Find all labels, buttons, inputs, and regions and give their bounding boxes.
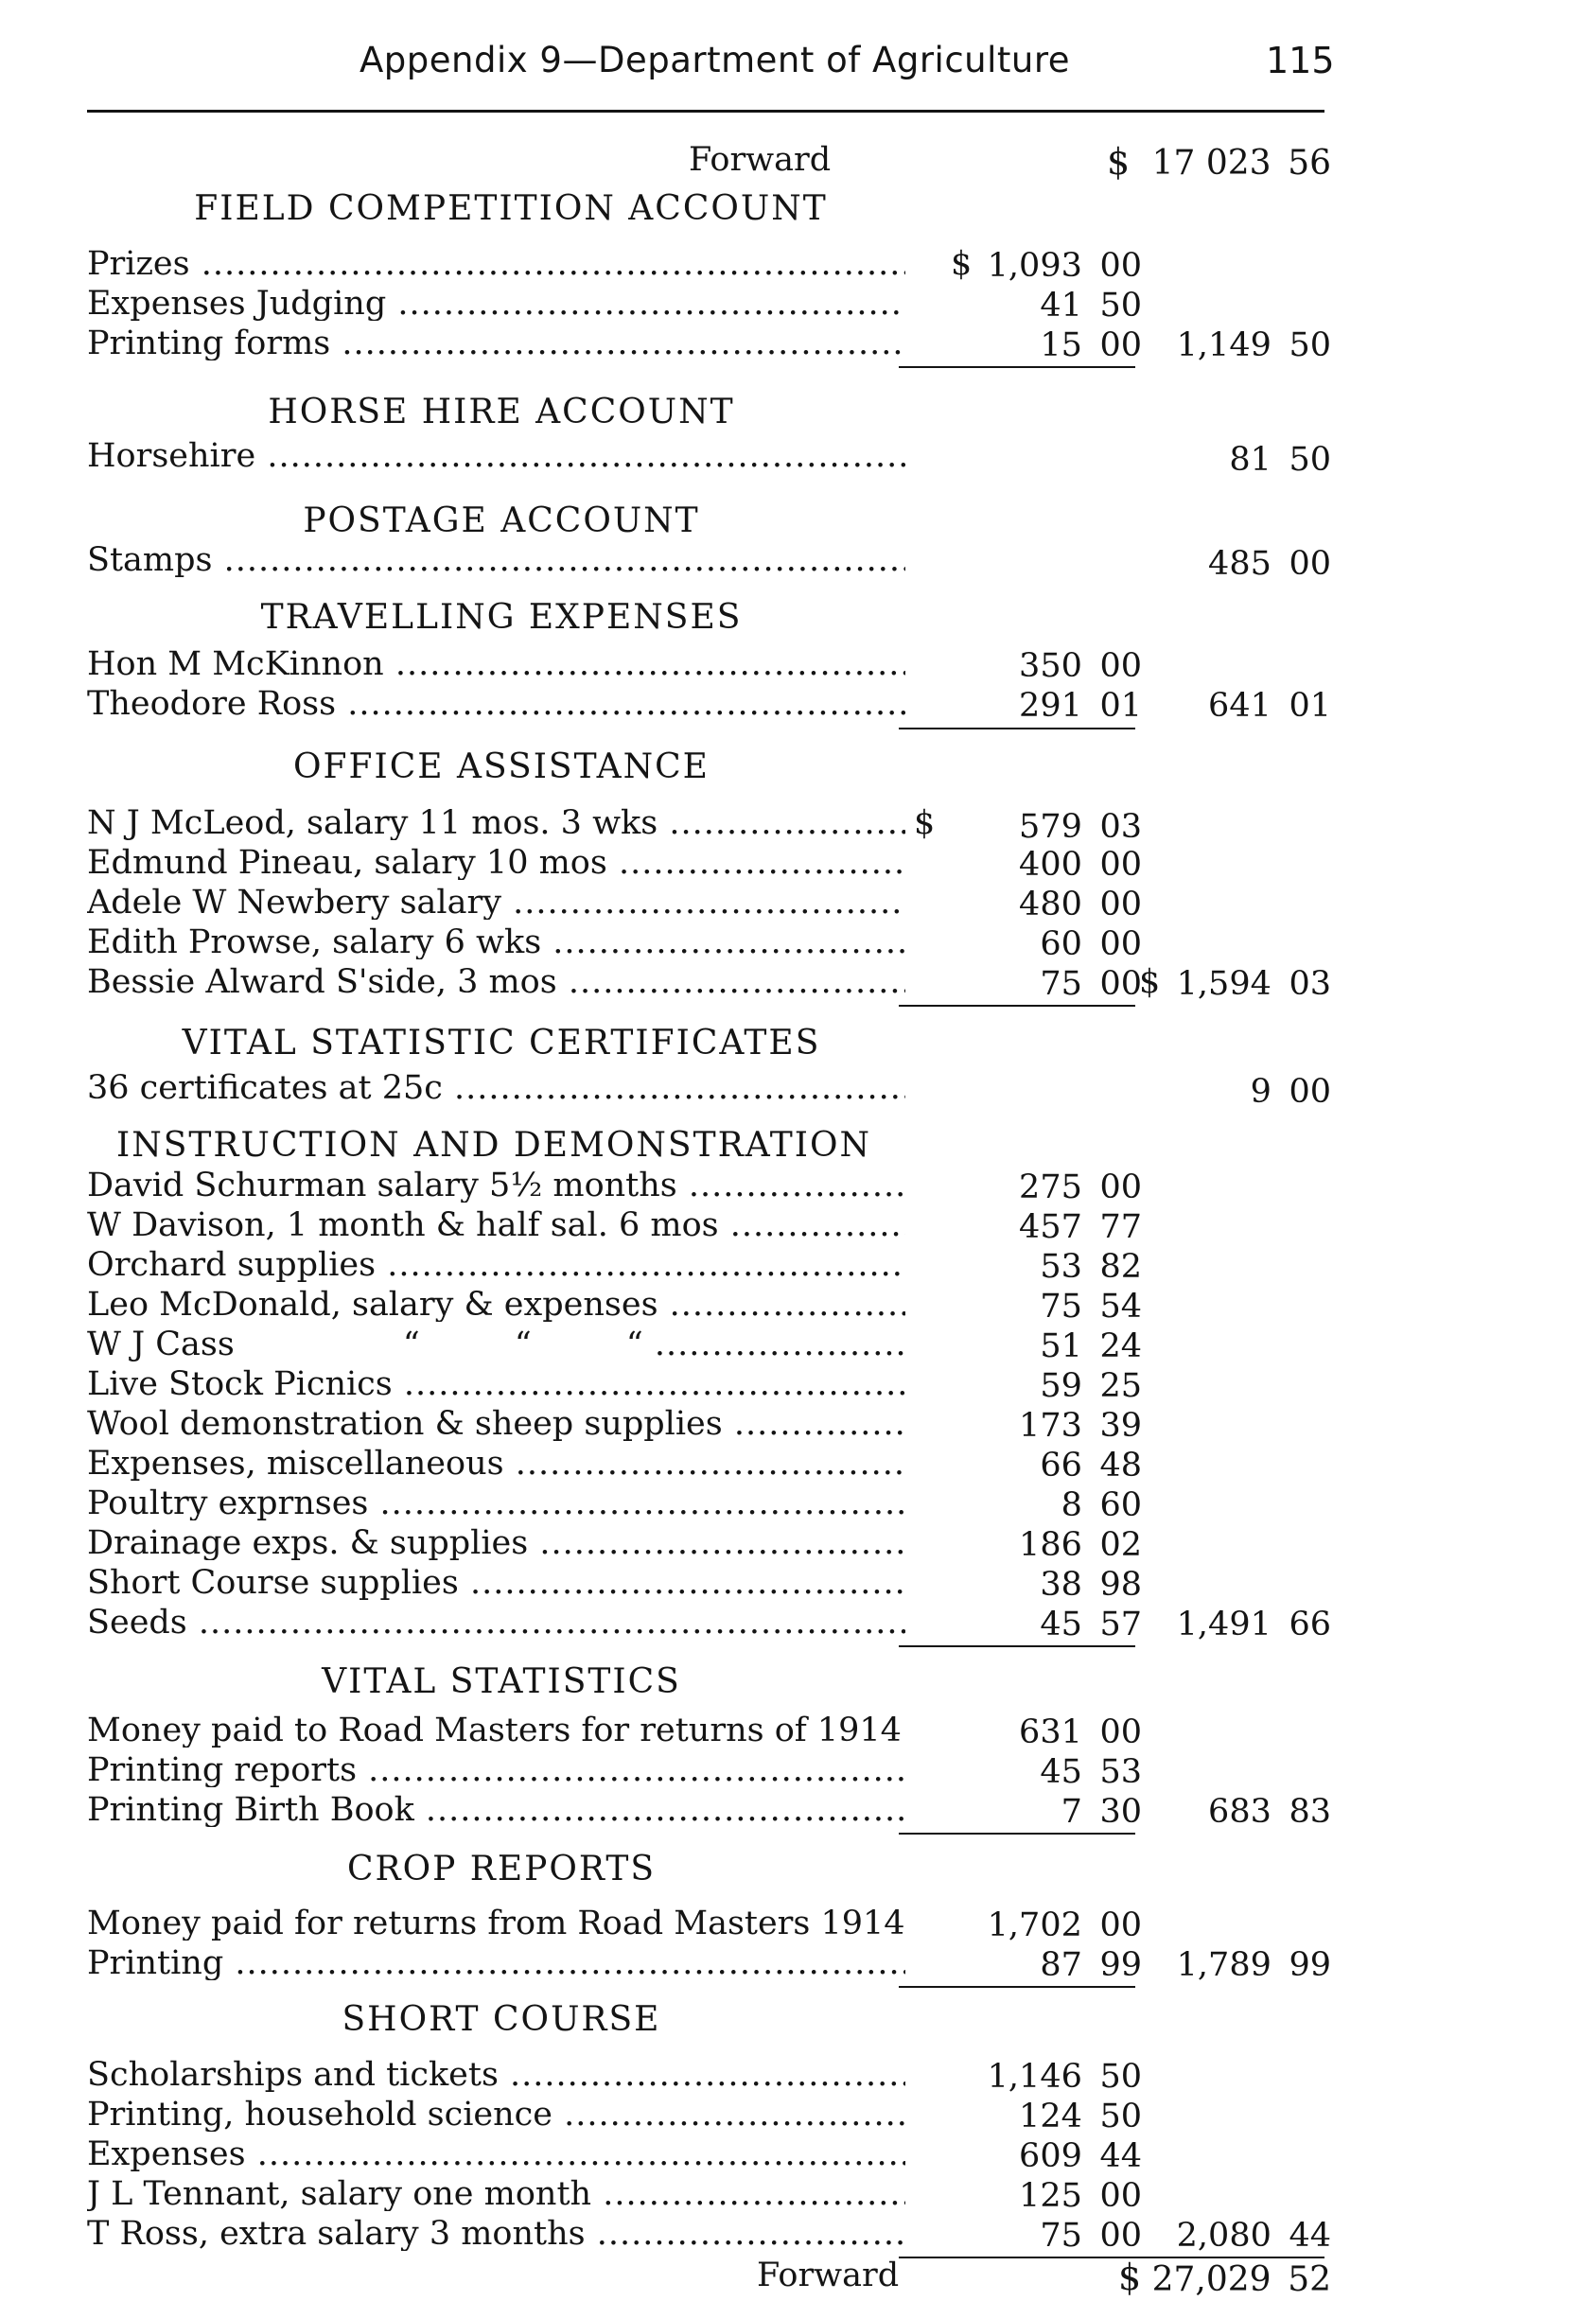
section-total: 641 01 <box>1208 687 1331 725</box>
line-item-label: Poultry exprnses ..... <box>87 1487 905 1520</box>
line-item-label: Printing Birth Book ..... <box>87 1794 905 1827</box>
dollar-sign: $ <box>914 804 936 842</box>
line-item-label: David Schurman salary 5½ months ..... <box>87 1169 905 1203</box>
subtotal-rule <box>899 1645 1135 1647</box>
line-item-amount: 75 00 <box>1040 2217 1142 2255</box>
line-item-label: Edmund Pineau, salary 10 mos ..... <box>87 847 905 880</box>
line-item-label: Expenses ..... <box>87 2138 905 2171</box>
line-item-label: Wool demonstration & sheep supplies ..... <box>87 1408 905 1441</box>
section-total: 683 83 <box>1208 1793 1331 1831</box>
section-total: 9 00 <box>1250 1073 1331 1111</box>
line-item-amount: 1,093 00 <box>987 247 1142 285</box>
line-item-label: Stamps ..... <box>87 544 905 577</box>
dollar-sign: $ <box>951 245 973 283</box>
line-item-amount: 173 39 <box>1019 1407 1142 1445</box>
line-item-label: Bessie Alward S'side, 3 mos ..... <box>87 966 905 999</box>
line-item-amount: 579 03 <box>1019 808 1142 846</box>
line-item-label: Printing, household science ..... <box>87 2099 905 2132</box>
line-item-amount: 124 50 <box>1019 2098 1142 2135</box>
line-item-amount: 350 00 <box>1019 647 1142 685</box>
forward-top-amount: 17 023 56 <box>1151 144 1331 183</box>
section-total: 1,789 99 <box>1176 1946 1331 1984</box>
section-title-field-competition: FIELD COMPETITION ACCOUNT <box>194 189 828 228</box>
section-title-crop-reports: CROP REPORTS <box>346 1850 657 1888</box>
section-total: 81 50 <box>1229 441 1331 479</box>
subtotal-rule <box>899 366 1135 368</box>
section-title-short-course: SHORT COURSE <box>342 2000 661 2039</box>
line-item-label: Prizes ..... <box>87 248 905 281</box>
line-item-amount: 41 50 <box>1040 287 1142 325</box>
forward-bottom-dollar: $ <box>1118 2257 1142 2298</box>
forward-top-label: Forward <box>689 141 832 179</box>
line-item-amount: 38 98 <box>1040 1566 1142 1604</box>
section-title-vital-statistics: VITAL STATISTICS <box>322 1662 681 1701</box>
subtotal-rule <box>899 1833 1135 1835</box>
line-item-amount: 53 82 <box>1040 1248 1142 1286</box>
line-item-amount: 609 44 <box>1019 2137 1142 2175</box>
line-item-amount: 75 00 <box>1040 965 1142 1003</box>
line-item-amount: 51 24 <box>1040 1327 1142 1365</box>
header-rule <box>87 110 1324 113</box>
line-item-label: W Davison, 1 month & half sal. 6 mos ..... <box>87 1209 905 1242</box>
line-item-amount: 186 02 <box>1019 1526 1142 1564</box>
line-item-amount: 59 25 <box>1040 1367 1142 1405</box>
line-item-label: Orchard supplies ..... <box>87 1249 905 1282</box>
section-total: 1,491 66 <box>1176 1606 1331 1643</box>
section-total: 485 00 <box>1208 545 1331 583</box>
line-item-amount: 631 00 <box>1019 1713 1142 1751</box>
line-item-label: Adele W Newbery salary ..... <box>87 887 905 920</box>
line-item-amount: 15 00 <box>1040 326 1142 364</box>
line-item-label: Live Stock Picnics ..... <box>87 1368 905 1401</box>
forward-bottom-amount: 27,029 52 <box>1151 2260 1331 2299</box>
line-item-amount: 75 54 <box>1040 1288 1142 1326</box>
page-number: 115 <box>1266 40 1335 81</box>
forward-bottom-label: Forward <box>757 2257 900 2294</box>
line-item-label: T Ross, extra salary 3 months ..... <box>87 2218 905 2251</box>
line-item-amount: 8 60 <box>1061 1486 1142 1524</box>
page-header-title: Appendix 9—Department of Agriculture <box>360 40 1071 80</box>
line-item-label: Money paid to Road Masters for returns of 1914 <box>87 1714 902 1748</box>
line-item-label: W J Cass “ “ “ ..... <box>87 1328 905 1361</box>
line-item-label: Printing ..... <box>87 1947 905 1980</box>
line-item-amount: 66 48 <box>1040 1447 1142 1484</box>
line-item-label: Seeds ..... <box>87 1607 905 1640</box>
line-item-label: Horsehire ..... <box>87 440 905 473</box>
line-item-amount: 275 00 <box>1019 1168 1142 1206</box>
section-title-office-assistance: OFFICE ASSISTANCE <box>293 747 710 786</box>
line-item-label: Printing reports ..... <box>87 1754 905 1787</box>
line-item-amount: 457 77 <box>1019 1208 1142 1246</box>
section-total: 2,080 44 <box>1176 2217 1331 2255</box>
subtotal-rule <box>899 1005 1135 1007</box>
line-item-amount: 45 57 <box>1040 1606 1142 1643</box>
line-item-label: Expenses, miscellaneous ..... <box>87 1448 905 1481</box>
line-item-amount: 125 00 <box>1019 2177 1142 2215</box>
dollar-sign: $ <box>1139 963 1161 1001</box>
line-item-label: J L Tennant, salary one month ..... <box>87 2178 905 2211</box>
line-item-label: Edith Prowse, salary 6 wks ..... <box>87 926 905 959</box>
line-item-label: Printing forms ..... <box>87 327 905 360</box>
section-title-vital-certificates: VITAL STATISTIC CERTIFICATES <box>182 1024 821 1063</box>
section-title-instruction: INSTRUCTION AND DEMONSTRATION <box>116 1126 871 1165</box>
section-title-postage: POSTAGE ACCOUNT <box>303 501 700 540</box>
line-item-label: Theodore Ross ..... <box>87 688 905 721</box>
section-total: 1,594 03 <box>1176 965 1331 1003</box>
line-item-amount: 400 00 <box>1019 846 1142 884</box>
line-item-amount: 480 00 <box>1019 886 1142 923</box>
line-item-amount: 60 00 <box>1040 925 1142 963</box>
line-item-label: Hon M McKinnon ..... <box>87 648 905 681</box>
subtotal-rule <box>899 1986 1135 1988</box>
subtotal-rule <box>899 728 1135 729</box>
line-item-amount: 1,146 50 <box>987 2058 1142 2096</box>
section-title-horse-hire: HORSE HIRE ACCOUNT <box>268 393 735 431</box>
forward-top-dollar: $ <box>1107 141 1131 183</box>
line-item-amount: 291 01 <box>1019 687 1142 725</box>
line-item-amount: 87 99 <box>1040 1946 1142 1984</box>
line-item-label: Leo McDonald, salary & expenses ..... <box>87 1289 905 1322</box>
subtotal-rule <box>899 2257 1324 2258</box>
line-item-label: Money paid for returns from Road Masters 1914 <box>87 1907 905 1941</box>
line-item-label: Expenses Judging ..... <box>87 288 905 321</box>
line-item-amount: 1,702 00 <box>987 1906 1142 1944</box>
line-item-amount: 7 30 <box>1061 1793 1142 1831</box>
line-item-amount: 45 53 <box>1040 1753 1142 1791</box>
section-total: 1,149 50 <box>1176 326 1331 364</box>
line-item-label: Scholarships and tickets ..... <box>87 2059 905 2092</box>
line-item-label: Drainage exps. & supplies ..... <box>87 1527 905 1560</box>
line-item-label: N J McLeod, salary 11 mos. 3 wks ..... <box>87 807 905 840</box>
section-title-travelling: TRAVELLING EXPENSES <box>260 598 743 637</box>
line-item-label: 36 certificates at 25c ..... <box>87 1072 905 1105</box>
line-item-label: Short Course supplies ..... <box>87 1567 905 1600</box>
